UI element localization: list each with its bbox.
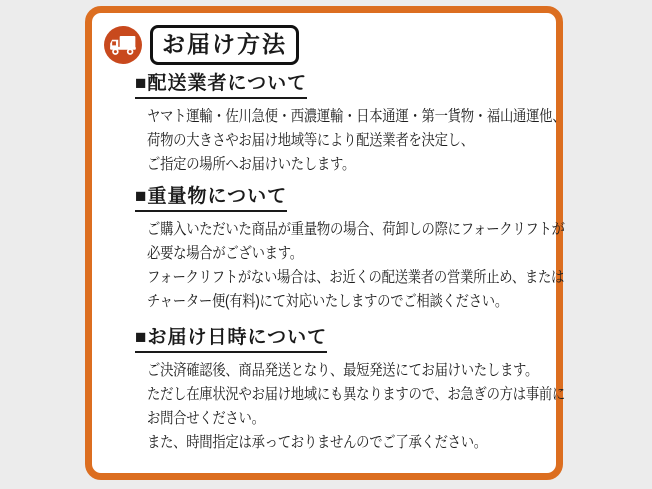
section-heavy-items-body [135, 218, 565, 314]
section-heavy-items-heading: ■重量物について [135, 185, 287, 212]
body-line: ヤマト運輸・佐川急便・西濃運輸・日本通運・第一貨物・福山通運他、 [147, 108, 566, 125]
body-line: 必要な場合がございます。 [147, 245, 303, 262]
delivery-info-panel [85, 6, 566, 480]
body-line: チャーター便(有料)にて対応いたしますのでご相談ください。 [147, 293, 508, 310]
section-delivery-datetime-body [135, 359, 566, 455]
body-line: お問合せください。 [147, 410, 265, 427]
body-line: ご指定の場所へお届けいたします。 [147, 156, 356, 173]
body-line: フォークリフトがない場合は、お近くの配送業者の営業所止め、または [147, 269, 565, 286]
body-line: また、時間指定は承っておりませんのでご了承ください。 [147, 434, 487, 451]
body-line: ご購入いただいた商品が重量物の場合、荷卸しの際にフォークリフトが [147, 221, 565, 238]
section-delivery-datetime [135, 326, 566, 455]
body-line: 荷物の大きさやお届け地域等により配送業者を決定し、 [147, 132, 474, 149]
section-delivery-datetime-heading: ■お届け日時について [135, 326, 327, 353]
section-carriers-body [135, 105, 566, 177]
section-carriers-heading: ■配送業者について [135, 72, 307, 99]
page-title: お届け方法 [150, 25, 299, 65]
body-line: ただし在庫状況やお届け地域にも異なりますので、お急ぎの方は事前に [147, 386, 566, 403]
panel-header [104, 26, 546, 64]
section-heavy-items [135, 185, 565, 314]
section-carriers [135, 72, 566, 177]
body-line: ご決済確認後、商品発送となり、最短発送にてお届けいたします。 [147, 362, 539, 379]
truck-icon [104, 26, 142, 64]
